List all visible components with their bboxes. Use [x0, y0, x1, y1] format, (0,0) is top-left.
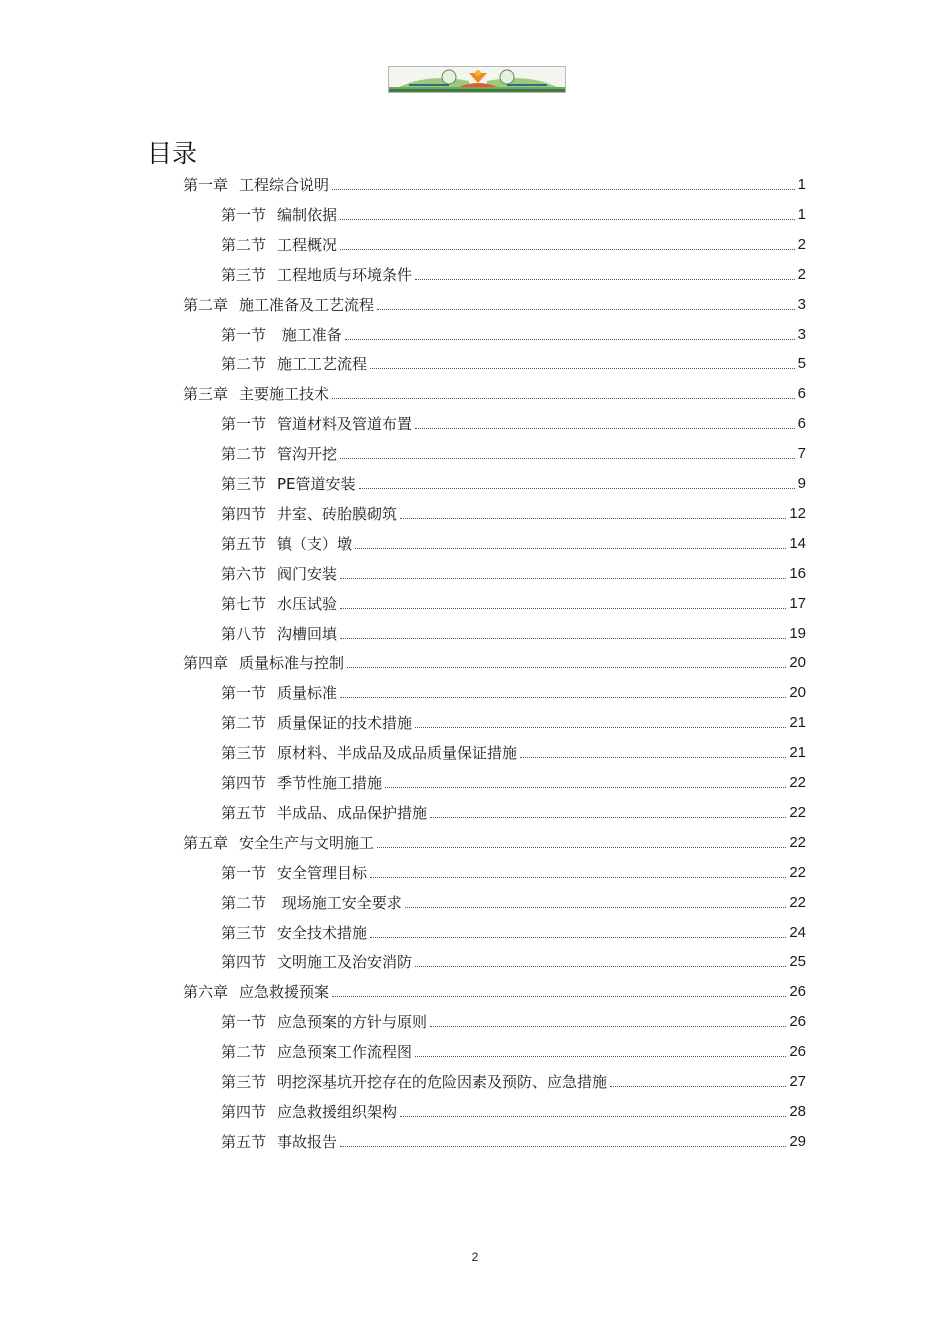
- toc-section-entry[interactable]: [221, 467, 806, 493]
- dot-leader: [340, 607, 786, 609]
- dot-leader: [430, 816, 786, 818]
- toc-entry-page: 2: [797, 265, 806, 283]
- toc-section-entry[interactable]: [221, 1065, 806, 1091]
- toc-entry-label: [221, 415, 412, 433]
- page-number: 2: [471, 1250, 479, 1264]
- toc-section-entry[interactable]: [221, 198, 806, 224]
- toc-entry-number: 第三节: [221, 475, 267, 493]
- toc-section-entry[interactable]: [221, 766, 806, 792]
- toc-entry-text: 质量标准: [277, 684, 338, 703]
- toc-section-entry[interactable]: [221, 1095, 806, 1121]
- dot-leader: [332, 995, 786, 997]
- toc-entry-page: 22: [789, 774, 806, 791]
- toc-entry-label: [221, 266, 412, 284]
- toc-entry-label: [221, 625, 337, 643]
- toc-entry-page: 14: [789, 534, 806, 552]
- toc-entry-number: 第四节: [221, 1102, 267, 1121]
- toc-entry-page: 16: [789, 564, 806, 582]
- toc-entry-text: 工程地质与环境条件: [277, 265, 413, 284]
- toc-section-entry[interactable]: [221, 347, 806, 373]
- toc-entry-label: [221, 355, 367, 373]
- toc-entry-label: [221, 505, 397, 523]
- toc-entry-number: 第八节: [221, 624, 267, 643]
- dot-leader: [415, 1055, 786, 1057]
- toc-section-entry[interactable]: [221, 557, 806, 583]
- toc-entry-label: [221, 684, 337, 702]
- toc-entry-text: 事故报告: [277, 1132, 338, 1151]
- toc-entry-page: 7: [797, 445, 806, 463]
- toc-entry-text: 应急救援预案: [239, 983, 330, 1002]
- toc-entry-text: 工程概况: [277, 235, 338, 254]
- toc-section-entry[interactable]: [221, 497, 806, 523]
- toc-entry-number: 第三章: [183, 385, 229, 404]
- toc-entry-number: 第二章: [183, 295, 229, 314]
- dot-leader: [359, 487, 795, 489]
- dot-leader: [340, 248, 795, 250]
- toc-entry-number: 第一节: [221, 684, 267, 703]
- toc-chapter-entry[interactable]: [183, 646, 806, 672]
- toc-entry-number: 第二节: [221, 235, 267, 254]
- dot-leader: [340, 577, 786, 579]
- toc-entry-number: 第五章: [183, 833, 229, 852]
- toc-entry-page: 21: [789, 714, 806, 732]
- toc-entry-label: [221, 535, 352, 553]
- toc-entry-text: PE管道安装: [277, 475, 356, 493]
- toc-entry-page: 21: [789, 744, 806, 762]
- toc-chapter-entry[interactable]: [183, 826, 806, 852]
- toc-entry-label: [183, 176, 329, 194]
- toc-entry-number: 第二节: [221, 893, 267, 912]
- dot-leader: [355, 547, 786, 549]
- toc-entry-number: 第一节: [221, 415, 267, 434]
- toc-entry-page: 22: [789, 833, 806, 851]
- toc-entry-text: 明挖深基坑开挖存在的危险因素及预防、应急措施: [277, 1073, 608, 1091]
- toc-chapter-entry[interactable]: [183, 975, 806, 1001]
- toc-entry-page: 1: [797, 176, 806, 193]
- toc-entry-number: 第一节: [221, 863, 267, 882]
- toc-entry-number: 第四节: [221, 504, 267, 523]
- toc-entry-text: 质量标准与控制: [239, 654, 345, 673]
- toc-entry-number: 第六章: [183, 983, 229, 1002]
- toc-entry-text: 水压试验: [277, 594, 338, 613]
- toc-entry-page: 5: [797, 355, 806, 373]
- toc-entry-text: 应急预案的方针与原则: [277, 1013, 428, 1032]
- toc-entry-page: 17: [789, 594, 806, 612]
- toc-chapter-entry[interactable]: [183, 168, 806, 194]
- toc-entry-page: 6: [797, 385, 806, 403]
- toc-entry-page: 20: [789, 654, 806, 672]
- toc-entry-label: [221, 894, 402, 912]
- toc-entry-page: 3: [797, 325, 806, 343]
- toc-entry-number: 第四节: [221, 953, 267, 972]
- toc-entry-number: 第五节: [221, 803, 267, 822]
- toc-entry-text: 施工工艺流程: [277, 355, 368, 374]
- dot-leader: [347, 666, 786, 668]
- toc-entry-text: 施工准备: [277, 325, 342, 344]
- toc-entry-text: 安全生产与文明施工: [239, 833, 375, 852]
- dot-leader: [430, 1025, 786, 1027]
- toc-entry-label: [221, 1073, 607, 1091]
- dot-leader: [520, 756, 786, 758]
- dot-leader: [377, 308, 795, 310]
- toc-entry-page: 1: [797, 205, 806, 223]
- toc-entry-label: [183, 834, 374, 852]
- dot-leader: [415, 726, 786, 728]
- toc-entry-number: 第三节: [221, 923, 267, 942]
- toc-title: 目录: [147, 138, 198, 168]
- dot-leader: [345, 338, 795, 340]
- toc-entry-label: [221, 774, 382, 792]
- toc-section-entry[interactable]: [221, 796, 806, 822]
- toc-entry-text: 主要施工技术: [239, 385, 330, 404]
- dot-leader: [610, 1085, 786, 1087]
- toc-entry-number: 第五节: [221, 1132, 267, 1151]
- toc-entry-number: 第一节: [221, 205, 267, 224]
- toc-entry-text: 沟槽回填: [277, 624, 338, 643]
- toc-entry-text: 工程综合说明: [239, 176, 330, 194]
- toc-section-entry[interactable]: [221, 437, 806, 463]
- toc-entry-text: 季节性施工措施: [277, 774, 383, 792]
- school-emblem-banner-icon: [388, 66, 566, 93]
- toc-entry-label: [221, 1133, 337, 1151]
- toc-entry-page: 19: [789, 624, 806, 642]
- toc-entry-label: [221, 445, 337, 463]
- toc-section-entry[interactable]: [221, 318, 806, 344]
- toc-entry-number: 第二节: [221, 445, 267, 464]
- toc-section-entry[interactable]: [221, 407, 806, 433]
- toc-entry-page: 26: [789, 1043, 806, 1061]
- toc-section-entry[interactable]: [221, 916, 806, 942]
- toc-entry-page: 27: [789, 1073, 806, 1090]
- toc-section-entry[interactable]: [221, 258, 806, 284]
- toc-entry-page: 24: [789, 923, 806, 941]
- dot-leader: [340, 457, 795, 459]
- toc-entry-number: 第二节: [221, 1043, 267, 1062]
- toc-section-entry[interactable]: [221, 617, 806, 643]
- toc-entry-text: 安全技术措施: [277, 923, 368, 942]
- dot-leader: [400, 517, 786, 519]
- toc-entry-page: 12: [789, 504, 806, 522]
- toc-entry-number: 第一节: [221, 325, 267, 344]
- toc-entry-number: 第三节: [221, 265, 267, 284]
- toc-entry-label: [221, 1043, 412, 1061]
- toc-entry-number: 第四章: [183, 654, 229, 673]
- toc-entry-label: [221, 206, 337, 224]
- toc-entry-text: 质量保证的技术措施: [277, 714, 413, 733]
- toc-chapter-entry[interactable]: [183, 288, 806, 314]
- toc-section-entry[interactable]: [221, 736, 806, 762]
- toc-entry-text: 阀门安装: [277, 564, 338, 583]
- toc-entry-label: [221, 565, 337, 583]
- toc-entry-page: 28: [789, 1102, 806, 1120]
- toc-entry-number: 第二节: [221, 355, 267, 374]
- dot-leader: [340, 637, 786, 639]
- toc-entry-text: 现场施工安全要求: [277, 893, 402, 912]
- toc-entry-label: [221, 236, 337, 254]
- toc-entry-number: 第四节: [221, 774, 267, 792]
- toc-section-entry[interactable]: [221, 676, 806, 702]
- dot-leader: [370, 367, 795, 369]
- dot-leader: [332, 397, 795, 399]
- dot-leader: [415, 278, 795, 280]
- toc-entry-number: 第三节: [221, 1073, 267, 1091]
- toc-entry-label: [183, 983, 329, 1001]
- toc-entry-label: [183, 385, 329, 403]
- toc-entry-text: 施工准备及工艺流程: [239, 295, 375, 314]
- toc-entry-label: [221, 475, 356, 493]
- dot-leader: [385, 786, 786, 788]
- toc-entry-label: [221, 864, 367, 882]
- toc-section-entry[interactable]: [221, 1035, 806, 1061]
- toc-section-entry[interactable]: [221, 587, 806, 613]
- toc-entry-label: [183, 654, 344, 672]
- toc-entry-page: 29: [789, 1132, 806, 1150]
- toc-entry-label: [221, 1013, 427, 1031]
- toc-entry-text: 半成品、成品保护措施: [277, 803, 428, 822]
- toc-entry-text: 文明施工及治安消防: [277, 953, 413, 972]
- toc-entry-page: 22: [789, 863, 806, 881]
- dot-leader: [332, 188, 795, 190]
- toc-entry-page: 9: [797, 475, 806, 492]
- toc-entry-text: 管道材料及管道布置: [277, 415, 413, 434]
- dot-leader: [405, 906, 787, 908]
- toc-entry-number: 第五节: [221, 534, 267, 553]
- toc-entry-text: 编制依据: [277, 205, 338, 224]
- toc-entry-number: 第六节: [221, 564, 267, 583]
- toc-entry-page: 22: [789, 803, 806, 821]
- dot-leader: [370, 936, 786, 938]
- toc-entry-label: [221, 953, 412, 971]
- toc-entry-text: 井室、砖胎膜砌筑: [277, 504, 398, 523]
- toc-entry-page: 26: [789, 1013, 806, 1031]
- toc-entry-text: 应急预案工作流程图: [277, 1043, 413, 1062]
- toc-section-entry[interactable]: [221, 886, 806, 912]
- toc-entry-number: 第二节: [221, 714, 267, 733]
- toc-entry-label: [221, 595, 337, 613]
- dot-leader: [370, 876, 786, 878]
- toc-entry-page: 3: [797, 295, 806, 313]
- toc-entry-text: 镇（支）墩: [277, 534, 353, 553]
- toc-entry-text: 原材料、半成品及成品质量保证措施: [277, 744, 518, 763]
- toc-entry-page: 26: [789, 983, 806, 1001]
- dot-leader: [340, 218, 795, 220]
- toc-entry-number: 第一章: [183, 176, 229, 194]
- toc-entry-label: [183, 296, 374, 314]
- toc-entry-label: [221, 744, 517, 762]
- dot-leader: [415, 965, 786, 967]
- toc-entry-page: 22: [789, 893, 806, 911]
- dot-leader: [377, 846, 786, 848]
- dot-leader: [340, 1145, 786, 1147]
- toc-entry-label: [221, 326, 342, 344]
- toc-section-entry[interactable]: [221, 228, 806, 254]
- toc-entry-number: 第七节: [221, 594, 267, 613]
- toc-entry-page: 2: [797, 235, 806, 253]
- toc-entry-number: 第三节: [221, 744, 267, 763]
- toc-entry-page: 25: [789, 953, 806, 971]
- toc-entry-text: 安全管理目标: [277, 863, 368, 882]
- dot-leader: [415, 427, 795, 429]
- toc-entry-page: 6: [797, 415, 806, 433]
- toc-entry-label: [221, 1103, 397, 1121]
- toc-section-entry[interactable]: [221, 706, 806, 732]
- toc-section-entry[interactable]: [221, 1125, 806, 1151]
- toc-section-entry[interactable]: [221, 527, 806, 553]
- toc-entry-number: 第一节: [221, 1013, 267, 1032]
- dot-leader: [400, 1115, 786, 1117]
- toc-entry-page: 20: [789, 684, 806, 702]
- toc-entry-text: 管沟开挖: [277, 445, 338, 464]
- toc-chapter-entry[interactable]: [183, 377, 806, 403]
- toc-section-entry[interactable]: [221, 1005, 806, 1031]
- toc-entry-text: 应急救援组织架构: [277, 1102, 398, 1121]
- toc-section-entry[interactable]: [221, 856, 806, 882]
- toc-section-entry[interactable]: [221, 945, 806, 971]
- toc-entry-label: [221, 804, 427, 822]
- toc-entry-label: [221, 924, 367, 942]
- toc-entry-label: [221, 714, 412, 732]
- dot-leader: [340, 696, 786, 698]
